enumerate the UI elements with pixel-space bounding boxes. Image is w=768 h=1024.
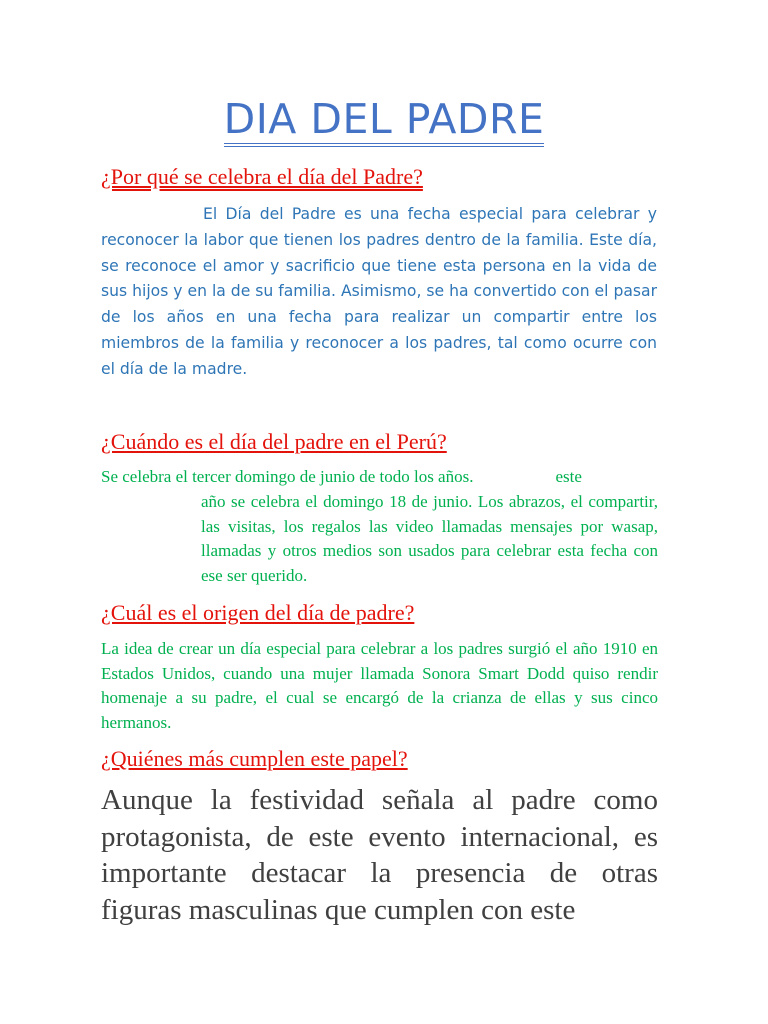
heading-origin: ¿Cuál es el origen del día de padre? [101,600,415,625]
heading-why-celebrate: ¿Por qué se celebra el día del Padre? [101,164,423,189]
paragraph-when-peru: año se celebra el domingo 18 de junio. Los abrazos, el compartir, las visitas, los regalos las video llamadas mensajes por wasap, llamadas y otros medios son usados para celebrar esta fecha con ese ser querido. [201,492,658,585]
heading-when-peru: ¿Cuándo es el día del padre en el Perú? [101,429,447,454]
paragraph-why-celebrate: El Día del Padre es una fecha especial para celebrar y reconocer la labor que tienen los padres dentro de la familia. Este día, se reconoce el amor y sacrificio que tiene esta persona en la vida de sus hijos y en la de su familia. Asimismo, se ha convertido con el pasar de los años en una fecha para realizar un compartir entre los miembros de la familia y reconocer a los padres, tal como ocurre con el día de la madre. [101,205,657,378]
when-peru-text-b: este [555,467,582,486]
paragraph-origin: La idea de crear un día especial para celebrar a los padres surgió el año 1910 en Estados Unidos, cuando una mujer llamada Sonora Smart Dodd quiso rendir homenaje a su padre, el cual se encargó de la crianza de ellas y sus cinco hermanos. [101,639,658,732]
when-peru-text-a: Se celebra el tercer domingo de junio de todo los años. [101,467,474,486]
document-title-text: DIA DEL PADRE [224,95,545,147]
paragraph-who-else: Aunque la festividad señala al padre como protagonista, de este evento internacional, es importante destacar la presencia de otras figuras masculinas que cumplen con este [101,784,658,926]
heading-who-else: ¿Quiénes más cumplen este papel? [101,746,408,771]
document-title [0,95,768,147]
paragraph-when-peru-line1 [101,465,657,490]
